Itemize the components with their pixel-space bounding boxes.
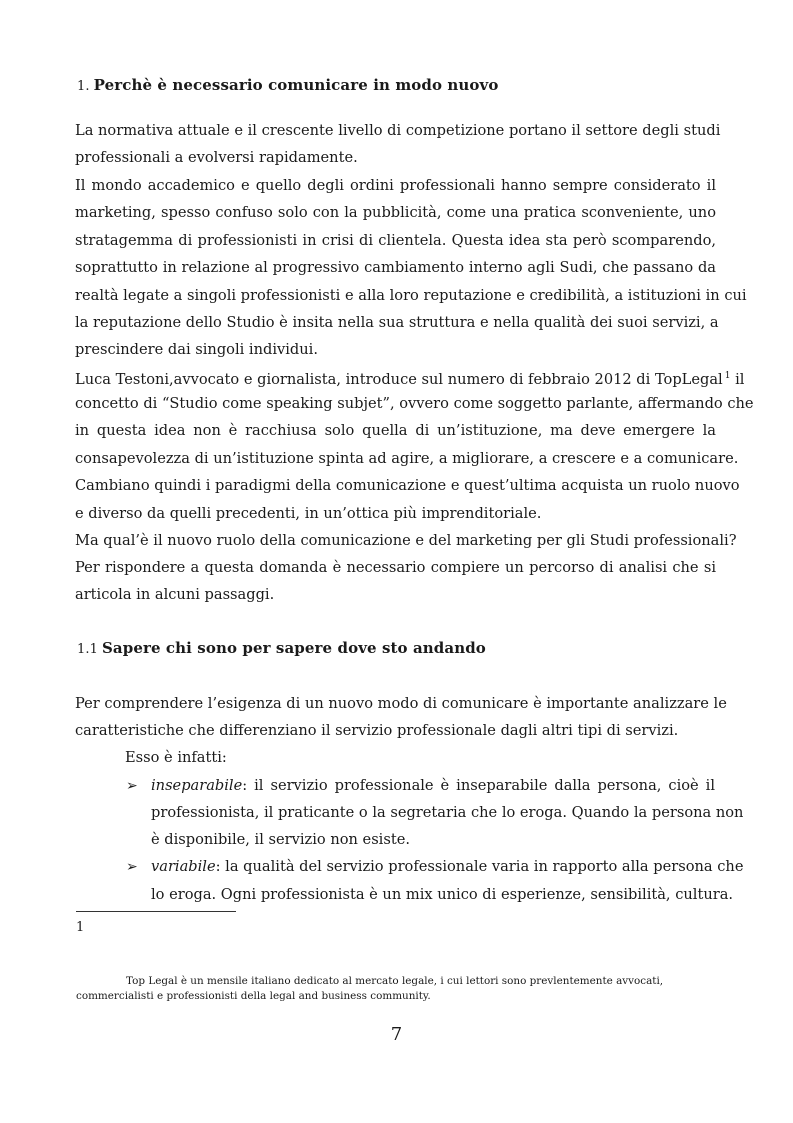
arrow-bullet-icon: ➢ [126, 778, 138, 794]
body-line: stratagemma di professionisti in crisi di clientela. Questa idea sta però scomparendo, [75, 232, 716, 249]
section-heading-1-1 [77, 639, 486, 657]
list-item-line: lo eroga. Ogni professionista è un mix unico di esperienze, sensibilità, cultura. [151, 886, 734, 903]
body-line: caratteristiche che differenziano il servizio professionale dagli altri tipi di servizi. [75, 722, 679, 739]
body-line: La normativa attuale e il crescente livello di competizione portano il settore degli studi [75, 122, 721, 139]
body-text: il [735, 371, 745, 388]
body-line: prescindere dai singoli individui. [75, 341, 318, 358]
body-line: articola in alcuni passaggi. [75, 586, 275, 603]
body-line: concetto di “Studio come speaking subjet”, ovvero come soggetto parlante, affermando che [75, 395, 754, 412]
footnote-text: Top Legal è un mensile italiano dedicato al mercato legale, i cui lettori sono prevlentemente avvocati, [126, 975, 664, 987]
footnote-reference: 1 [724, 371, 731, 381]
body-line: Esso è infatti: [125, 749, 227, 766]
body-line: Cambiano quindi i paradigmi della comunicazione e quest’ultima acquista un ruolo nuovo [75, 477, 740, 494]
page-number: 7 [390, 1024, 403, 1045]
list-term: variabile [151, 858, 216, 875]
section-number: 1.1 [77, 642, 98, 657]
list-item [151, 858, 744, 876]
body-line: consapevolezza di un’istituzione spinta ad agire, a migliorare, a crescere e a comunicare. [75, 450, 739, 467]
body-line: professionali a evolversi rapidamente. [75, 149, 358, 166]
list-item [151, 777, 715, 795]
body-line: Per comprendere l’esigenza di un nuovo modo di comunicare è importante analizzare le [75, 695, 727, 712]
list-term: inseparabile [151, 777, 243, 794]
body-line [75, 367, 745, 388]
list-text: : la qualità del servizio professionale varia in rapporto alla persona che [215, 858, 744, 875]
body-line: Il mondo accademico e quello degli ordini professionali hanno sempre considerato il [75, 177, 716, 194]
body-line: marketing, spesso confuso solo con la pubblicità, come una pratica sconveniente, uno [75, 204, 716, 221]
section-title: Perchè è necessario comunicare in modo nuovo [93, 76, 499, 94]
footnote-number: 1 [76, 920, 85, 935]
footnote-separator [76, 911, 236, 912]
list-text: : il servizio professionale è inseparabile dalla persona, cioè il [242, 777, 715, 794]
list-item-line: professionista, il praticante o la segretaria che lo eroga. Quando la persona non [151, 804, 744, 821]
body-text: Luca Testoni,avvocato e giornalista, introduce sul numero di febbraio 2012 di TopLegal [75, 371, 723, 388]
arrow-bullet-icon: ➢ [126, 859, 138, 875]
section-heading-1 [77, 76, 498, 94]
body-line: realtà legate a singoli professionisti e alla loro reputazione e credibilità, a istituzioni in cui [75, 287, 747, 304]
body-line: e diverso da quelli precedenti, in un’ottica più imprenditoriale. [75, 505, 542, 522]
body-line: soprattutto in relazione al progressivo cambiamento interno agli Sudi, che passano da [75, 259, 716, 276]
body-line: Ma qual’è il nuovo ruolo della comunicazione e del marketing per gli Studi professionali? [75, 532, 737, 549]
section-title: Sapere chi sono per sapere dove sto andando [101, 639, 486, 657]
body-line: la reputazione dello Studio è insita nella sua struttura e nella qualità dei suoi servizi, a [75, 314, 719, 331]
footnote-text: commercialisti e professionisti della legal and business community. [76, 990, 431, 1002]
body-line: in questa idea non è racchiusa solo quella di un’istituzione, ma deve emergere la [75, 422, 716, 439]
body-line: Per rispondere a questa domanda è necessario compiere un percorso di analisi che si [75, 559, 716, 576]
section-number: 1. [77, 79, 90, 94]
list-item-line: è disponibile, il servizio non esiste. [151, 831, 410, 848]
